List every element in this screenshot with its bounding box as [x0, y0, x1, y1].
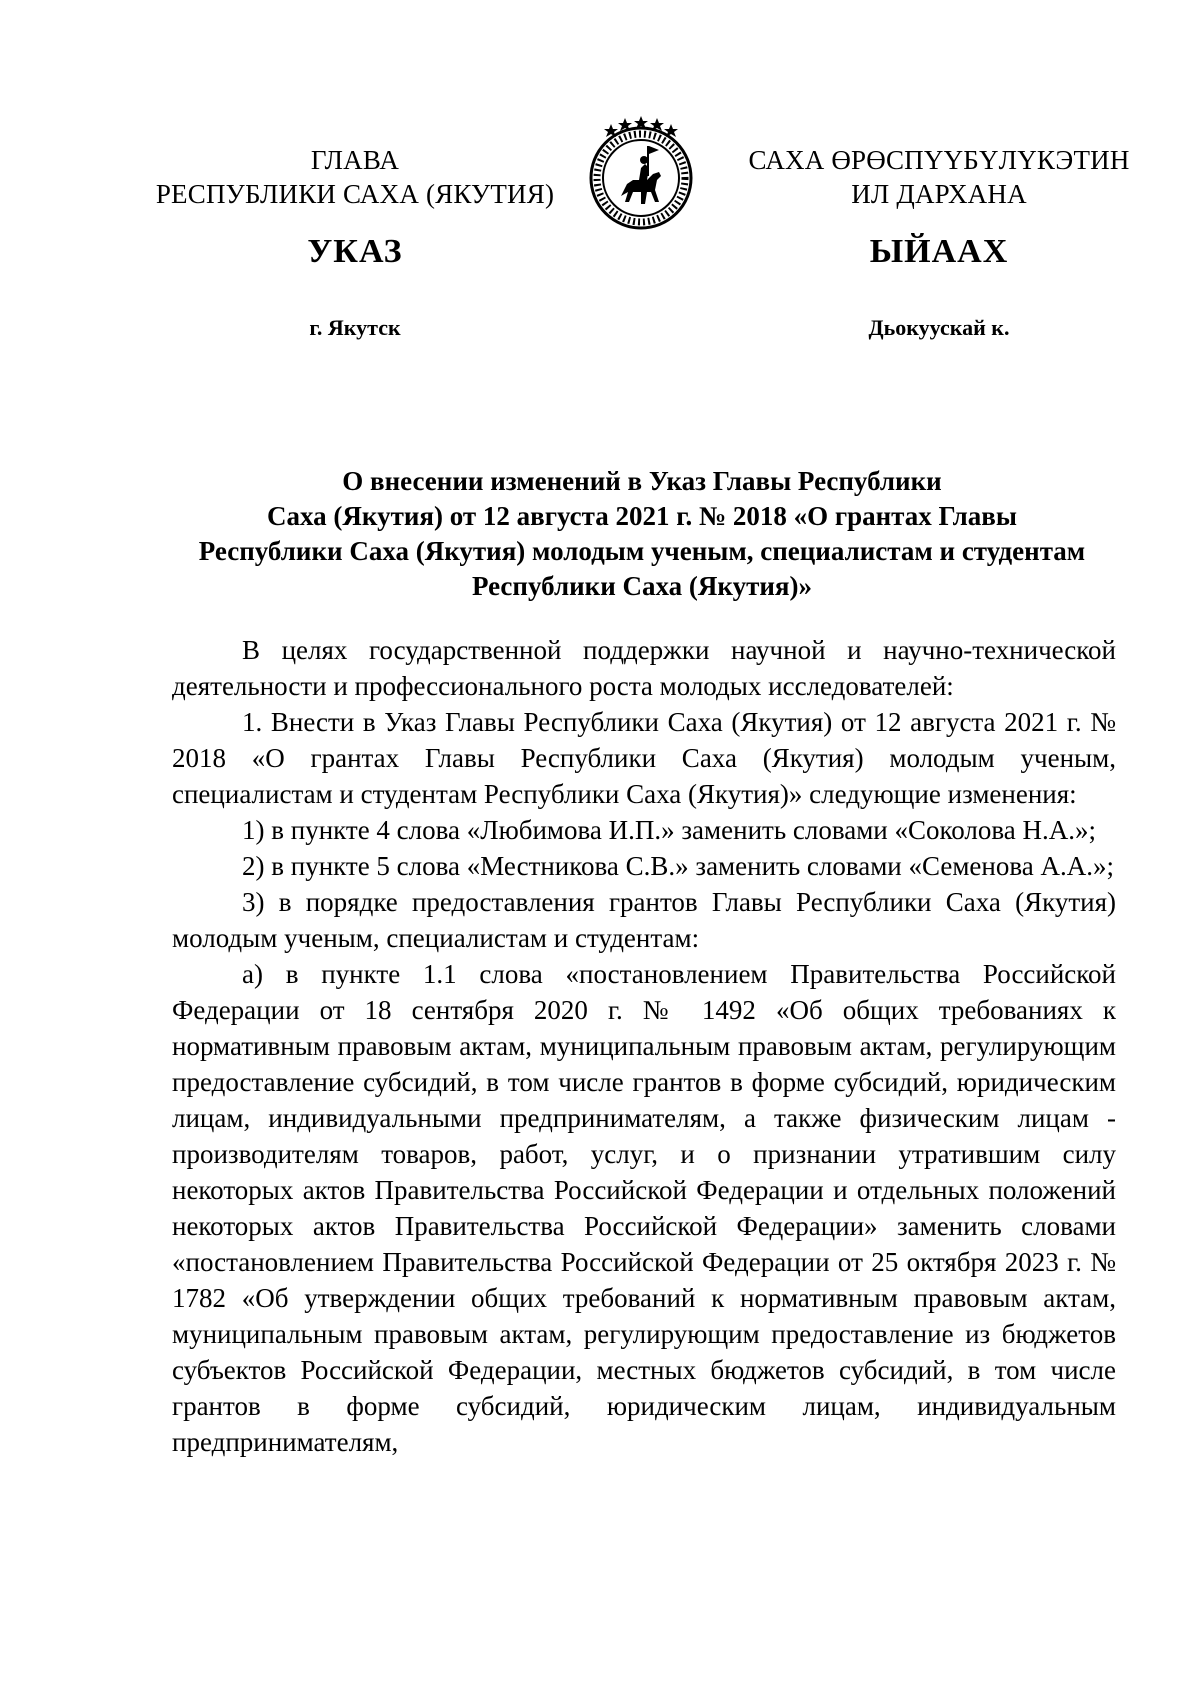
title-line: Республики Саха (Якутия) молодым ученым, специалистам и студентам: [198, 536, 1086, 566]
document-body: [172, 632, 1116, 1460]
doc-type-ru: УКАЗ: [307, 233, 403, 270]
coat-of-arms-icon: [581, 112, 701, 232]
city-ru: г. Якутск: [309, 315, 401, 340]
title-line: Саха (Якутия) от 12 августа 2021 г. № 2018 «О грантах Главы: [267, 501, 1017, 531]
title-line: Республики Саха (Якутия)»: [471, 571, 812, 601]
header-left-line2: РЕСПУБЛИКИ САХА (ЯКУТИЯ): [155, 179, 555, 209]
document-title: [170, 464, 1114, 604]
city-sah: Дьокуускай к.: [868, 315, 1010, 340]
header-right: [740, 143, 1138, 211]
paragraph-subitem-2: 2) в пункте 5 слова «Местникова С.В.» заменить словами «Семенова А.А.»;: [242, 851, 1114, 881]
header-left-line1: ГЛАВА: [310, 145, 400, 175]
paragraph-subitem-1: 1) в пункте 4 слова «Любимова И.П.» заменить словами «Соколова Н.А.»;: [242, 815, 1096, 845]
doc-type-sah: ЫЙААХ: [869, 233, 1009, 270]
paragraph-subitem-3: 3) в порядке предоставления грантов Главы Республики Саха (Якутия) молодым ученым, специалистам и студентам:: [172, 887, 1116, 953]
paragraph-subitem-3a: а) в пункте 1.1 слова «постановлением Правительства Российской Федерации от 18 сентября 2020 г. № 1492 «Об общих требованиях к нормативным правовым актам, муниципальным правовым актам, регулирующим предоставление субсидий, в том числе грантов в форме субсидий, юридическим лицам, индивидуальными предпринимателям, а также физическим лицам - производителям товаров, работ, услуг, и о признании утратившим силу некоторых актов Правительства Российской Федерации и отдельных положений некоторых актов Правительства Российской Федерации» заменить словами «постановлением Правительства Российской Федерации от 25 октября 2023 г. № 1782 «Об утверждении общих требований к нормативным правовым актам, муниципальным правовым актам, регулирующим предоставление из бюджетов субъектов Российской Федерации, местных бюджетов субсидий, в том числе грантов в форме субсидий, юридическим лицам, индивидуальным предпринимателям,: [172, 959, 1116, 1457]
paragraph-preamble: В целях государственной поддержки научной и научно-технической деятельности и профессионального роста молодых исследователей:: [172, 635, 1116, 701]
header-right-line1: САХА ӨРӨСПҮҮБҮЛҮКЭТИН: [748, 145, 1130, 175]
header-left: [150, 143, 560, 211]
header-right-line2: ИЛ ДАРХАНА: [851, 179, 1027, 209]
paragraph-item-1: 1. Внести в Указ Главы Республики Саха (Якутия) от 12 августа 2021 г. № 2018 «О грантах Главы Республики Саха (Якутия) молодым ученым, специалистам и студентам Республики Саха (Якутия)» следующие изменения:: [172, 707, 1116, 809]
title-line: О внесении изменений в Указ Главы Республики: [342, 466, 942, 496]
